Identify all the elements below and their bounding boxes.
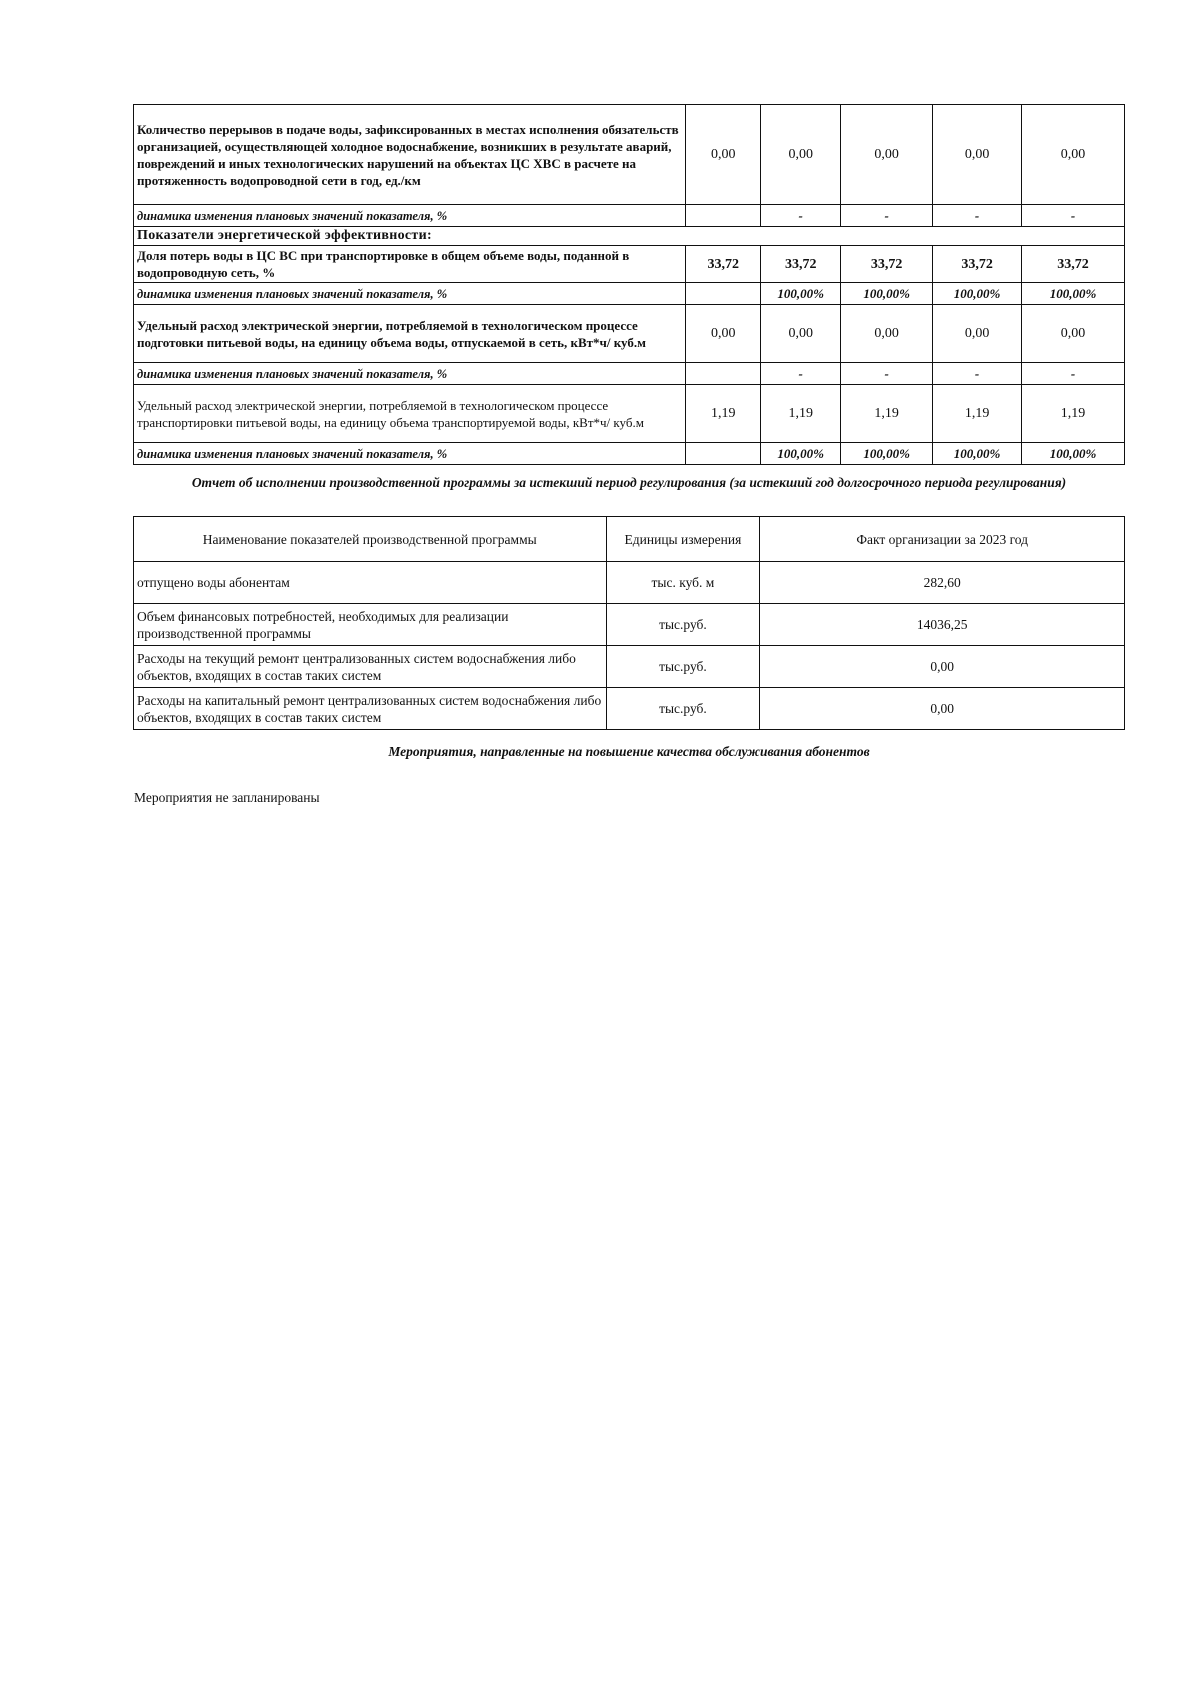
table-row [134, 283, 1125, 305]
report-title: Отчет об исполнении производственной программы за истекший период регулирования (за истекший год долгосрочного периода регулирования) [191, 475, 1067, 490]
dynamic-value [686, 443, 761, 465]
program-indicator-value: 282,60 [760, 562, 1125, 604]
dynamic-label: динамика изменения плановых значений показателя, % [134, 205, 686, 227]
dynamic-value: - [933, 205, 1022, 227]
table-row [134, 443, 1125, 465]
dynamic-value: - [1022, 363, 1125, 385]
program-indicator-value: 0,00 [760, 646, 1125, 688]
dynamic-label: динамика изменения плановых значений показателя, % [134, 443, 686, 465]
indicator-value: 33,72 [761, 246, 841, 283]
table-row [134, 305, 1125, 363]
indicators-table [133, 104, 1125, 465]
program-indicator-unit: тыс.руб. [606, 604, 760, 646]
column-header: Факт организации за 2023 год [760, 517, 1125, 562]
program-indicator-name: отпущено воды абонентам [134, 562, 607, 604]
indicator-value: 0,00 [1022, 305, 1125, 363]
table-row [134, 205, 1125, 227]
dynamic-value: 100,00% [933, 283, 1022, 305]
table-row [134, 227, 1125, 246]
table-header-row [134, 517, 1125, 562]
program-indicator-name: Расходы на текущий ремонт централизованных систем водоснабжения либо объектов, входящих в состав таких систем [134, 646, 607, 688]
dynamic-value [686, 283, 761, 305]
indicator-value: 33,72 [933, 246, 1022, 283]
table-row [134, 646, 1125, 688]
column-header: Единицы измерения [606, 517, 760, 562]
program-indicator-name: Расходы на капитальный ремонт централизованных систем водоснабжения либо объектов, входящих в состав таких систем [134, 688, 607, 730]
column-header: Наименование показателей производственной программы [134, 517, 607, 562]
indicator-label: Удельный расход электрической энергии, потребляемой в технологическом процессе подготовки питьевой воды, на единицу объема воды, отпускаемой в сеть, кВт*ч/ куб.м [134, 305, 686, 363]
indicator-value: 1,19 [841, 385, 933, 443]
dynamic-value: 100,00% [761, 443, 841, 465]
dynamic-value: - [1022, 205, 1125, 227]
dynamic-value: - [761, 205, 841, 227]
program-indicator-name: Объем финансовых потребностей, необходимых для реализации производственной программы [134, 604, 607, 646]
indicator-value: 1,19 [1022, 385, 1125, 443]
indicator-label: Количество перерывов в подаче воды, зафиксированных в местах исполнения обязательств организацией, осуществляющей холодное водоснабжение, возникших в результате аварий, повреждений и иных технологических нарушений на объектах ЦС ХВС в расчете на протяженность водопроводной сети в год, ед./км [134, 105, 686, 205]
indicator-value: 0,00 [761, 105, 841, 205]
dynamic-value: - [761, 363, 841, 385]
dynamic-value: 100,00% [841, 443, 933, 465]
indicator-value: 1,19 [761, 385, 841, 443]
indicator-value: 0,00 [933, 305, 1022, 363]
indicator-value: 0,00 [1022, 105, 1125, 205]
table-row [134, 105, 1125, 205]
dynamic-value: - [841, 205, 933, 227]
table-row [134, 385, 1125, 443]
measures-title: Мероприятия, направленные на повышение качества обслуживания абонентов [388, 744, 870, 759]
indicator-value: 0,00 [841, 105, 933, 205]
production-program-table [133, 516, 1125, 730]
indicator-value: 0,00 [686, 105, 761, 205]
dynamic-value: 100,00% [761, 283, 841, 305]
dynamic-value: - [841, 363, 933, 385]
indicator-value: 0,00 [761, 305, 841, 363]
indicator-value: 1,19 [933, 385, 1022, 443]
table-row [134, 688, 1125, 730]
measures-note: Мероприятия не запланированы [134, 790, 320, 805]
program-indicator-unit: тыс.руб. [606, 646, 760, 688]
indicator-label: Доля потерь воды в ЦС ВС при транспортировке в общем объеме воды, поданной в водопроводную сеть, % [134, 246, 686, 283]
dynamic-value: - [933, 363, 1022, 385]
indicator-value: 0,00 [686, 305, 761, 363]
dynamic-value: 100,00% [1022, 443, 1125, 465]
program-indicator-value: 0,00 [760, 688, 1125, 730]
table-row [134, 363, 1125, 385]
indicator-label: Удельный расход электрической энергии, потребляемой в технологическом процессе транспортировки питьевой воды, на единицу объема транспортируемой воды, кВт*ч/ куб.м [134, 385, 686, 443]
dynamic-value [686, 205, 761, 227]
indicator-value: 33,72 [841, 246, 933, 283]
program-indicator-unit: тыс.руб. [606, 688, 760, 730]
program-indicator-value: 14036,25 [760, 604, 1125, 646]
dynamic-label: динамика изменения плановых значений показателя, % [134, 283, 686, 305]
dynamic-value: 100,00% [1022, 283, 1125, 305]
indicator-value: 1,19 [686, 385, 761, 443]
dynamic-value: 100,00% [841, 283, 933, 305]
section-heading: Показатели энергетической эффективности: [134, 227, 1125, 246]
table-row [134, 246, 1125, 283]
indicator-value: 0,00 [841, 305, 933, 363]
table-row [134, 604, 1125, 646]
indicator-value: 33,72 [1022, 246, 1125, 283]
dynamic-value: 100,00% [933, 443, 1022, 465]
dynamic-label: динамика изменения плановых значений показателя, % [134, 363, 686, 385]
program-indicator-unit: тыс. куб. м [606, 562, 760, 604]
indicator-value: 0,00 [933, 105, 1022, 205]
indicator-value: 33,72 [686, 246, 761, 283]
table-row [134, 562, 1125, 604]
dynamic-value [686, 363, 761, 385]
